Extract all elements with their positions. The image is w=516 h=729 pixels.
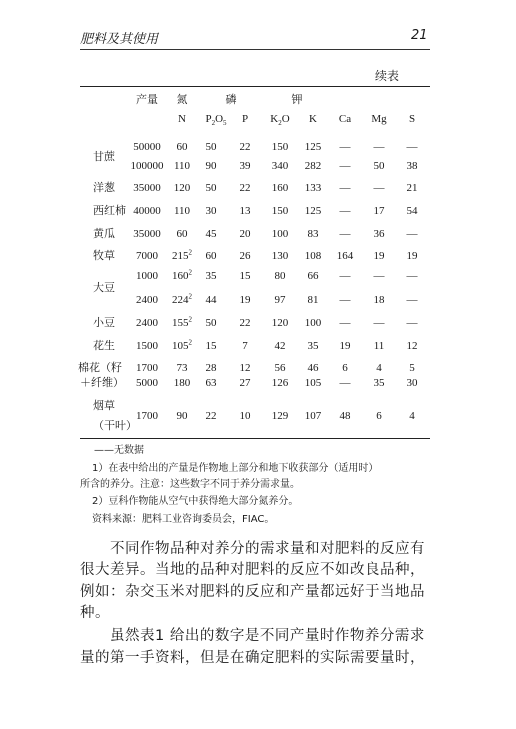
subheader-S: S [408,113,416,125]
table-cell: — [406,141,418,153]
table-cell: 19 [339,340,351,352]
table-cell: 66 [307,270,319,282]
table-cell: 19 [406,250,418,262]
table-cell: — [339,141,351,153]
table-cell: 13 [239,205,251,217]
table-cell: 90 [176,410,188,422]
table-cell: 126 [271,377,289,389]
body-line-6: 量的第一手资料，但是在确定肥料的实际需要量时， [80,650,425,666]
table-cell: 150 [271,141,289,153]
table-cell: 73 [176,362,188,374]
table-cell: 56 [274,362,286,374]
table-cell: 83 [307,228,319,240]
footnote-mark: 2 [188,338,192,347]
table-cell: 164 [336,250,354,262]
table-cell: 108 [304,250,322,262]
crop-name: 甘蔗 [93,150,115,163]
page-number: 21 [411,28,428,43]
note-1-line-2: 所含的养分。注意：这些数字不同于养分需求量。 [80,479,300,490]
table-cell: — [339,317,351,329]
table-top-rule [80,86,430,87]
crop-name: 小豆 [93,316,115,329]
table-cell: 50 [205,141,217,153]
table-cell: 30 [205,205,217,217]
table-cell: 42 [274,340,286,352]
table-cell: 160 [271,182,289,194]
body-line-3: 例如：杂交玉米对肥料的反应和产量都远好于当地品 [80,584,425,600]
table-cell: 6 [376,410,382,422]
table-cell: 1000 [136,270,158,282]
table-cell: 150 [271,205,289,217]
table-cell: 120 [173,182,191,194]
table-cell: 50 [205,317,217,329]
table-cell: 4 [409,410,415,422]
table-cell: 35 [205,270,217,282]
header-rule [80,49,430,50]
table-cell: 63 [205,377,217,389]
table-cell: — [339,270,351,282]
table-cell: 2400 [136,317,158,329]
table-cell: 38 [406,160,418,172]
table-cell: $215^2$ [172,248,192,262]
table-cell: 180 [173,377,191,389]
table-cell: 7 [242,340,248,352]
table-cell: 15 [205,340,217,352]
table-cell: — [406,317,418,329]
table-cell: 80 [274,270,286,282]
table-cell: 133 [304,182,322,194]
table-cell: 27 [239,377,251,389]
table-cell: 11 [373,340,385,352]
table-cell: 20 [239,228,251,240]
table-cell: 105 [304,377,322,389]
table-cell: 7000 [136,250,158,262]
table-cell: — [339,160,351,172]
body-line-2: 很大差异。当地的品种对肥料的反应不如改良品种， [80,562,425,578]
body-line-1: 不同作物品种对养分的需求量和对肥料的反应有 [110,541,425,557]
table-cell: 22 [239,141,251,153]
table-cell: 12 [406,340,418,352]
footnote-mark: 2 [188,268,192,277]
table-cell: — [339,228,351,240]
subheader-K: K [309,113,317,125]
table-cell: — [339,294,351,306]
table-cell: 10 [239,410,251,422]
table-cell: — [406,270,418,282]
table-cell: 44 [205,294,217,306]
table-cell: 40000 [133,205,161,217]
table-cell: 60 [205,250,217,262]
table-cell: 28 [205,362,217,374]
crop-name: 牧草 [93,249,115,262]
table-cell: 22 [205,410,217,422]
note-2: 2）豆科作物能从空气中获得绝大部分氮养分。 [92,496,299,507]
table-cell: 45 [205,228,217,240]
table-cell: 35 [373,377,385,389]
source-note: 资料来源：肥料工业咨询委员会，FIAC。 [92,514,275,525]
table-cell: 19 [373,250,385,262]
note-1-line-1: 1）在表中给出的产量是作物地上部分和地下收获部分（适用时） [92,463,379,474]
table-cell: 22 [239,182,251,194]
table-cell: 90 [205,160,217,172]
table-cell: — [339,377,351,389]
table-cell: 125 [304,141,322,153]
table-cell: — [339,205,351,217]
table-cell: 35000 [133,182,161,194]
subheader-P2O5: $P_2O_5$ [205,113,227,128]
table-cell: 19 [239,294,251,306]
subheader-P: P [241,113,249,125]
table-cell: — [373,270,385,282]
subheader-N: N [178,113,186,125]
crop-name: （干叶） [93,419,137,432]
crop-name: 棉花（籽 [78,361,122,374]
table-cell: 129 [271,410,289,422]
table-cell: 26 [239,250,251,262]
table-cell: 282 [304,160,322,172]
table-cell: 17 [373,205,385,217]
table-cell: 39 [239,160,251,172]
table-cell: 4 [376,362,382,374]
table-cell: 130 [271,250,289,262]
running-header-title: 肥料及其使用 [80,32,159,47]
crop-name: 花生 [93,339,115,352]
table-cell: 54 [406,205,418,217]
table-cell: 5 [409,362,415,374]
table-cell: 110 [173,160,191,172]
table-cell: — [373,182,385,194]
table-cell: 30 [406,377,418,389]
table-cell: 97 [274,294,286,306]
crop-name: 黄瓜 [93,227,115,240]
table-cell: 100 [271,228,289,240]
table-cell: 50000 [133,141,161,153]
table-cell: 110 [173,205,191,217]
subheader-K2O: $K_2O$ [270,113,290,128]
table-cell: $105^2$ [172,338,192,352]
table-cell: 46 [307,362,319,374]
table-cell: $160^2$ [172,268,192,282]
table-cell: 100000 [130,160,164,172]
table-cell: 100 [304,317,322,329]
subheader-Ca: Ca [338,113,352,125]
table-cell: 50 [373,160,385,172]
note-no-data: ——无数据 [94,445,144,456]
table-cell: 21 [406,182,418,194]
body-line-5: 虽然表1 给出的数字是不同产量时作物养分需求 [110,628,425,644]
table-cell: 18 [373,294,385,306]
table-cell: 48 [339,410,351,422]
crop-name: 烟草 [93,399,115,412]
table-cell: 1700 [136,362,158,374]
table-cell: 5000 [136,377,158,389]
table-cell: 81 [307,294,319,306]
table-cell: — [406,228,418,240]
table-cell: — [373,141,385,153]
header-phosphorus: 磷 [225,93,237,106]
table-cell: $155^2$ [172,315,192,329]
table-bottom-rule [80,438,430,439]
table-cell: 125 [304,205,322,217]
header-output: 产量 [136,93,158,106]
crop-name: 西红柿 [93,204,126,217]
table-cell: 35000 [133,228,161,240]
footnote-mark: 2 [188,248,192,257]
table-cell: — [373,317,385,329]
crop-name: ＋纤维） [80,376,124,389]
footnote-mark: 2 [188,315,192,324]
crop-name: 洋葱 [93,181,115,194]
table-cell: 340 [271,160,289,172]
table-cell: — [406,294,418,306]
table-cell: 12 [239,362,251,374]
continued-label: 续表 [375,69,400,83]
footnote-mark: 2 [188,292,192,301]
table-cell: 1500 [136,340,158,352]
table-cell: 15 [239,270,251,282]
crop-name: 大豆 [93,281,115,294]
table-cell: 1700 [136,410,158,422]
header-potassium: 钾 [291,93,303,106]
table-cell: 35 [307,340,319,352]
subheader-Mg: Mg [371,113,387,125]
table-cell: — [339,182,351,194]
table-cell: 50 [205,182,217,194]
table-cell: $224^2$ [172,292,192,306]
table-cell: 2400 [136,294,158,306]
table-cell: 107 [304,410,322,422]
body-line-4: 种。 [80,605,110,621]
table-cell: 60 [176,141,188,153]
header-nitrogen: 氮 [176,93,188,106]
table-cell: 120 [271,317,289,329]
table-cell: 6 [342,362,348,374]
table-cell: 36 [373,228,385,240]
table-cell: 22 [239,317,251,329]
table-cell: 60 [176,228,188,240]
